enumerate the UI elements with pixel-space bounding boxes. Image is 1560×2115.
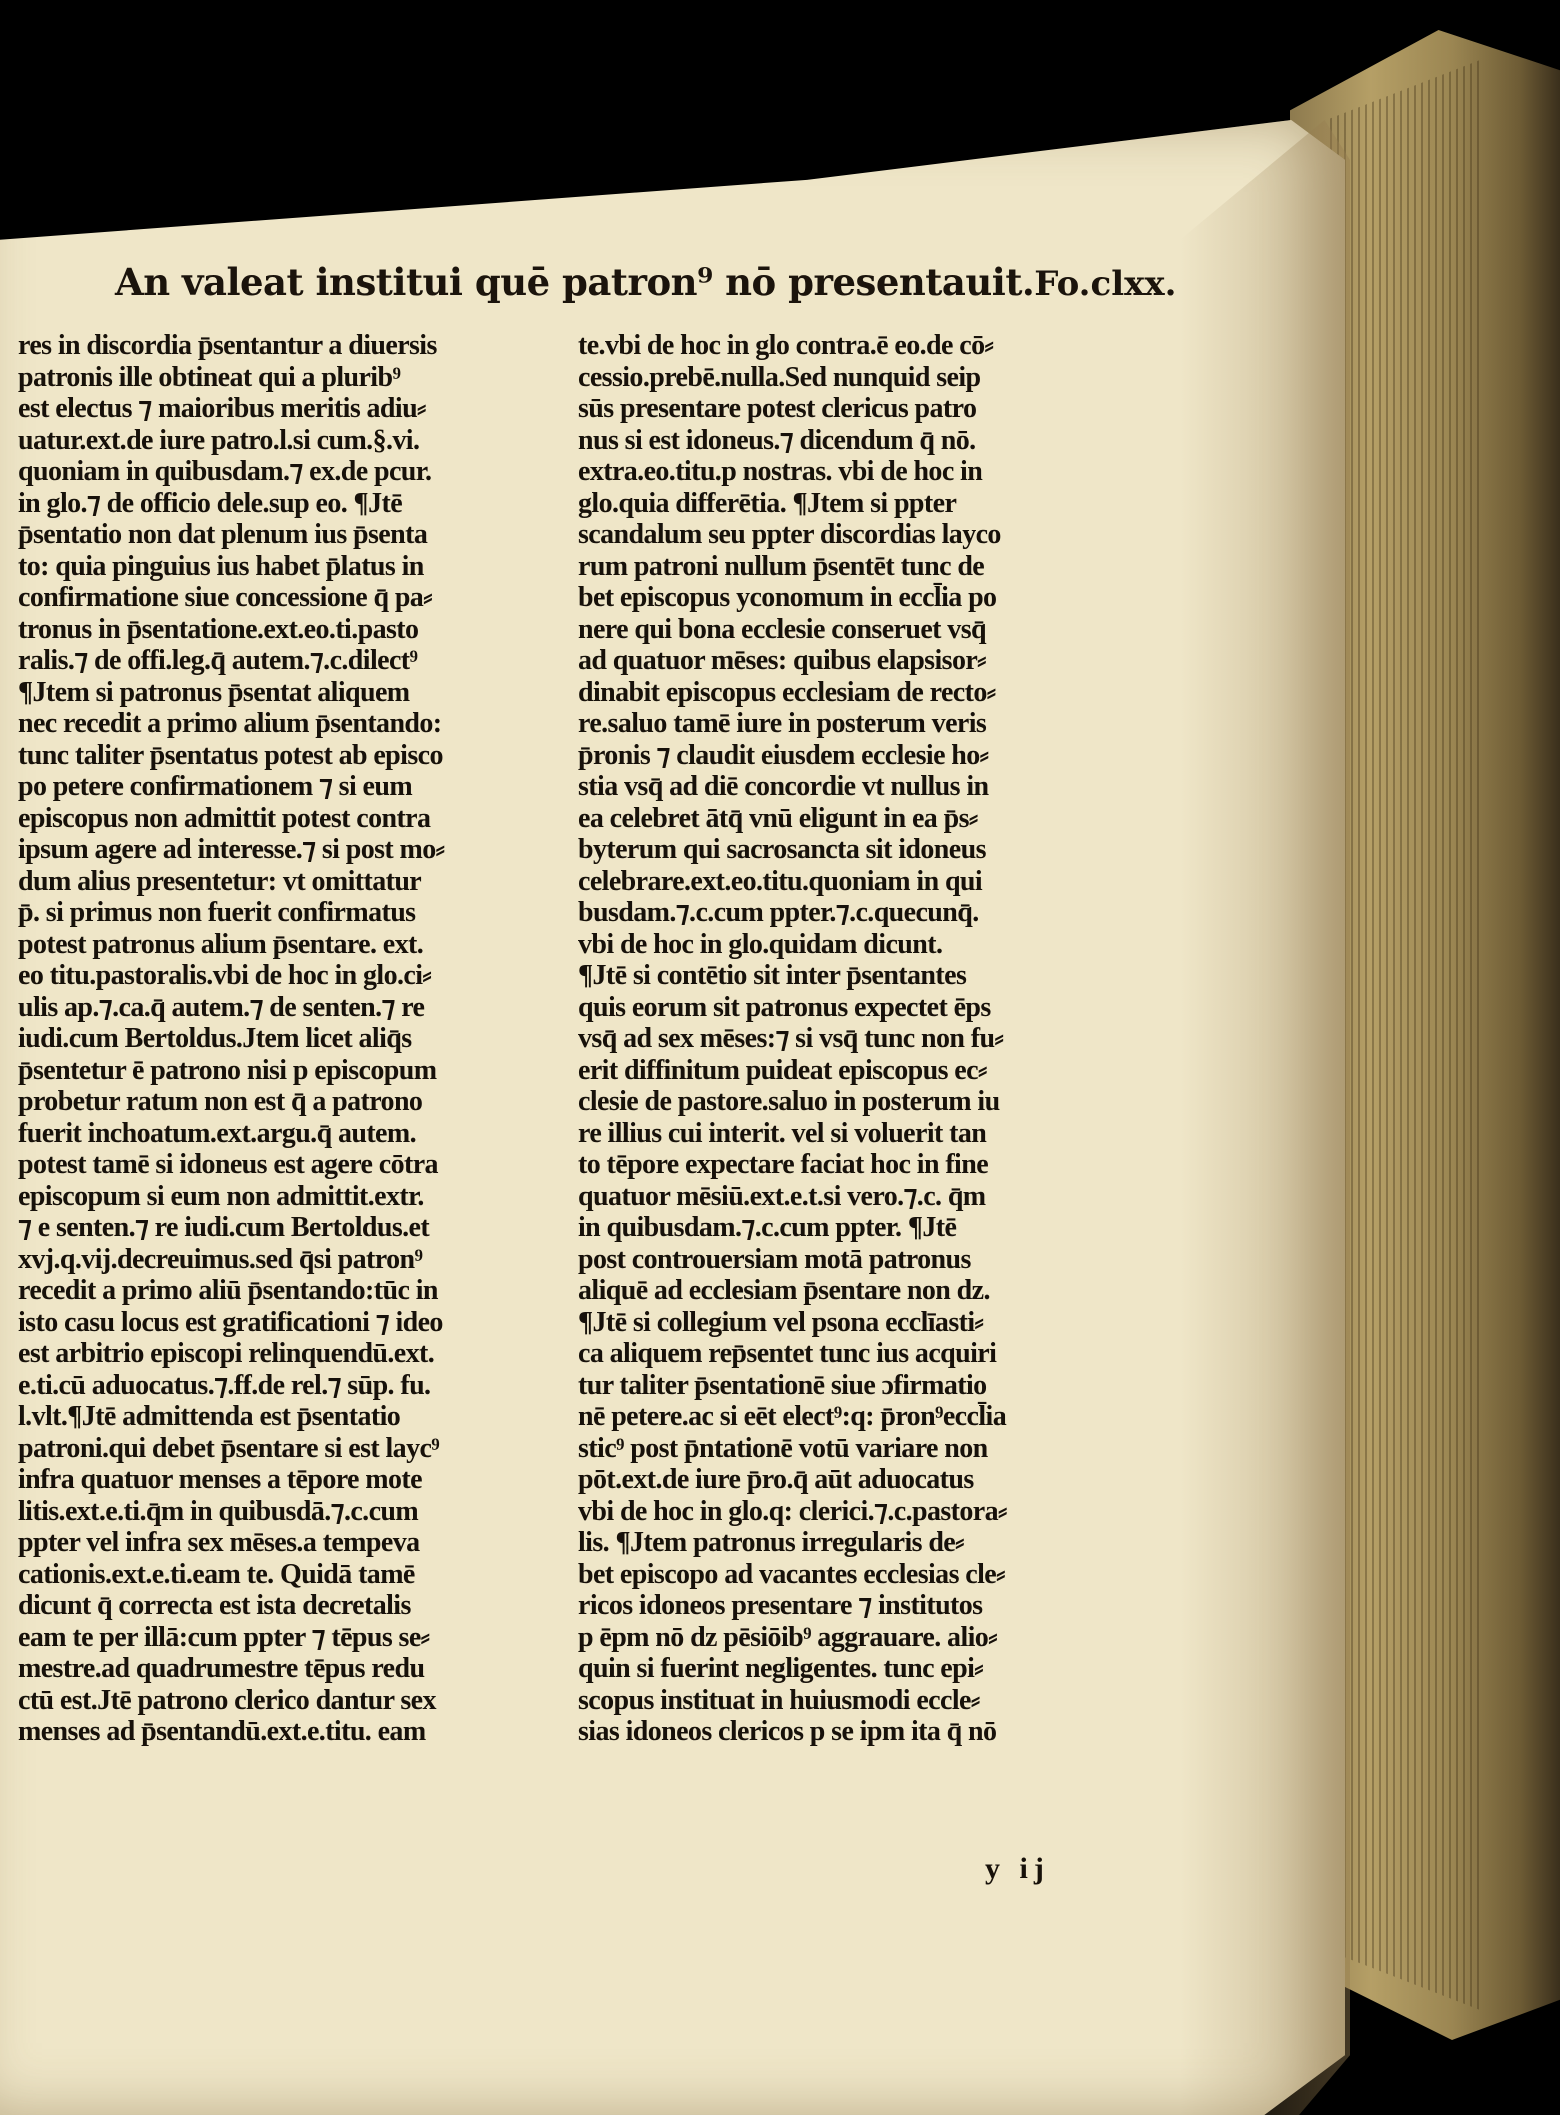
text-line: episcopus non admittit potest contra — [18, 802, 431, 834]
text-line: quatuor mēsiū.ext.e.t.si vero.⁊.c. q̄m — [578, 1180, 986, 1212]
text-line: ricos idoneos presentare ⁊ institutos — [578, 1590, 983, 1621]
folio-number: Fo.clxx. — [1034, 264, 1177, 304]
text-line: menses ad p̄sentandū.ext.e.titu. eam — [18, 1716, 426, 1747]
text-line: litis.ext.e.ti.q̄m in quibusdā.⁊.c.cum — [18, 1495, 419, 1527]
text-line: fuerit inchoatum.ext.argu.q̄ autem. — [18, 1117, 417, 1149]
text-line: ad quatuor mēses: quibus elapsisor⸗ — [578, 645, 986, 676]
signature-mark: y ij — [985, 1852, 1050, 1885]
text-line: re.saluo tamē iure in posterum veris — [578, 708, 987, 739]
text-line: clesie de pastore.saluo in posterum iu — [578, 1086, 1000, 1117]
text-line: ¶Jtem si patronus p̄sentat aliquem — [18, 676, 410, 708]
text-line: e.ti.cū aduocatus.⁊.ff.de rel.⁊ sūp. fu. — [18, 1369, 431, 1401]
text-line: pōt.ext.de iure p̄ro.q̄ aūt aduocatus — [578, 1464, 974, 1495]
right-text-column — [578, 330, 1133, 1748]
text-line: ⁊ e senten.⁊ re iudi.cum Bertoldus.et — [18, 1212, 430, 1243]
page-gutter-shade — [1180, 120, 1350, 2115]
text-line: infra quatuor menses a tēpore mote — [18, 1464, 422, 1495]
text-line: post controuersiam motā patronus — [578, 1243, 971, 1275]
text-line: p̄ronis ⁊ claudit eiusdem ecclesie ho⸗ — [578, 739, 989, 771]
text-line: eo titu.pastoralis.vbi de hoc in glo.ci⸗ — [18, 960, 432, 991]
text-line: xvj.q.vij.decreuimus.sed q̄si patron⁹ — [18, 1243, 423, 1275]
text-line: ctū est.Jtē patrono clerico dantur sex — [18, 1684, 436, 1716]
text-line: scopus instituat in huiusmodi eccle⸗ — [578, 1684, 980, 1716]
text-line: iudi.cum Bertoldus.Jtem licet aliq̄s — [18, 1023, 412, 1054]
text-line: vbi de hoc in glo.q: clerici.⁊.c.pastora⸗ — [578, 1495, 1007, 1527]
text-line: lis. ¶Jtem patronus irregularis de⸗ — [578, 1527, 964, 1558]
text-line: sūs presentare potest clericus patro — [578, 393, 977, 424]
text-line: cessio.prebē.nulla.Sed nunquid seip — [578, 361, 981, 393]
text-line: quoniam in quibusdam.⁊ ex.de pcur. — [18, 456, 432, 487]
text-line: ¶Jtē si collegium vel psona ecclīasti⸗ — [578, 1306, 984, 1338]
text-line: bet episcopo ad vacantes ecclesias cle⸗ — [578, 1558, 1005, 1590]
text-line: in quibusdam.⁊.c.cum ppter. ¶Jtē — [578, 1212, 957, 1243]
text-line: erit diffinitum puideat episcopus ec⸗ — [578, 1054, 987, 1086]
text-line: ralis.⁊ de offi.leg.q̄ autem.⁊.c.dilect⁹ — [18, 645, 418, 676]
text-line: celebrare.ext.eo.titu.quoniam in qui — [578, 865, 983, 897]
text-line: p̄sentetur ē patrono nisi p episcopum — [18, 1054, 437, 1086]
text-line: rum patroni nullum p̄sentēt tunc de — [578, 550, 985, 582]
text-line: ea celebret ātq̄ vnū eligunt in ea p̄s⸗ — [578, 802, 978, 834]
text-line: episcopum si eum non admittit.extr. — [18, 1180, 424, 1212]
text-line: glo.quia differētia. ¶Jtem si ppter — [578, 487, 957, 519]
text-line: p ēpm nō dz pēsiōib⁹ aggrauare. alio⸗ — [578, 1621, 997, 1653]
text-line: res in discordia p̄sentantur a diuersis — [18, 330, 437, 361]
text-line: in glo.⁊ de officio dele.sup eo. ¶Jtē — [18, 487, 403, 519]
text-line: eam te per illā:cum ppter ⁊ tēpus se⸗ — [18, 1621, 430, 1653]
text-line: byterum qui sacrosancta sit idoneus — [578, 834, 986, 865]
text-line: est arbitrio episcopi relinquendū.ext. — [18, 1338, 435, 1369]
text-line: confirmatione siue concessione q̄ pa⸗ — [18, 582, 432, 613]
text-line: tunc taliter p̄sentatus potest ab episco — [18, 739, 443, 771]
text-line: isto casu locus est gratificationi ⁊ ideo — [18, 1306, 443, 1338]
text-line: nec recedit a primo alium p̄sentando: — [18, 708, 442, 739]
text-line: mestre.ad quadrumestre tēpus redu — [18, 1653, 425, 1684]
text-line: vbi de hoc in glo.quidam dicunt. — [578, 928, 943, 960]
text-line: nē petere.ac si eēt elect⁹:q: p̄ron⁹eccl̄ia — [578, 1401, 1007, 1432]
text-line: busdam.⁊.c.cum ppter.⁊.c.quecunq̄. — [578, 897, 979, 928]
text-line: dicunt q̄ correcta est ista decretalis — [18, 1590, 411, 1621]
text-line: patronis ille obtineat qui a plurib⁹ — [18, 361, 401, 393]
running-title: An valeat institui quē patron⁹ nō presentauit. — [115, 260, 1035, 304]
text-line: bet episcopus yconomum in eccl̄ia po — [578, 582, 997, 613]
text-line: to tēpore expectare faciat hoc in fine — [578, 1149, 989, 1180]
text-line: re illius cui interit. vel si voluerit tan — [578, 1117, 987, 1149]
left-text-column — [18, 330, 573, 1748]
text-line: quin si fuerint negligentes. tunc epi⸗ — [578, 1653, 984, 1684]
text-line: l.vlt.¶Jtē admittenda est p̄sentatio — [18, 1401, 401, 1432]
text-line: ppter vel infra sex mēses.a tempeva — [18, 1527, 420, 1558]
text-line: stic⁹ post p̄ntationē votū variare non — [578, 1432, 988, 1464]
text-line: potest tamē si idoneus est agere cōtra — [18, 1149, 438, 1180]
text-line: ipsum agere ad interesse.⁊ si post mo⸗ — [18, 834, 445, 865]
text-line: est electus ⁊ maioribus meritis adiu⸗ — [18, 393, 426, 424]
text-line: nere qui bona ecclesie conseruet vsq̄ — [578, 613, 986, 645]
text-line: dinabit episcopus ecclesiam de recto⸗ — [578, 676, 996, 708]
text-line: sias idoneos clericos p se ipm ita q̄ nō — [578, 1716, 997, 1747]
text-line: tronus in p̄sentatione.ext.eo.ti.pasto — [18, 613, 419, 645]
text-line: recedit a primo aliū p̄sentando:tūc in — [18, 1275, 438, 1306]
text-line: stia vsq̄ ad diē concordie vt nullus in — [578, 771, 989, 802]
text-line: nus si est idoneus.⁊ dicendum q̄ nō. — [578, 424, 976, 456]
text-line: tur taliter p̄sentationē siue ɔfirmatio — [578, 1369, 987, 1401]
page-header — [115, 260, 1177, 320]
text-line: cationis.ext.e.ti.eam te. Quidā tamē — [18, 1558, 415, 1590]
text-line: p̄sentatio non dat plenum ius p̄senta — [18, 519, 428, 550]
text-line: potest patronus alium p̄sentare. ext. — [18, 928, 424, 960]
page-edge-lines — [1330, 60, 1480, 2010]
text-line: scandalum seu ppter discordias layco — [578, 519, 1001, 550]
text-line: patroni.qui debet p̄sentare si est layc⁹ — [18, 1432, 440, 1464]
text-line: probetur ratum non est q̄ a patrono — [18, 1086, 423, 1117]
text-line: extra.eo.titu.p nostras. vbi de hoc in — [578, 456, 983, 487]
text-line: po petere confirmationem ⁊ si eum — [18, 771, 413, 802]
text-line: aliquē ad ecclesiam p̄sentare non dz. — [578, 1275, 990, 1306]
text-line: quis eorum sit patronus expectet ēps — [578, 991, 991, 1023]
text-line: ulis ap.⁊.ca.q̄ autem.⁊ de senten.⁊ re — [18, 991, 425, 1023]
text-line: ¶Jtē si contētio sit inter p̄sentantes — [578, 960, 967, 991]
text-line: ca aliquem rep̄sentet tunc ius acquiri — [578, 1338, 997, 1369]
text-line: vsq̄ ad sex mēses:⁊ si vsq̄ tunc non fu⸗ — [578, 1023, 1004, 1054]
text-line: to: quia pinguius ius habet p̄latus in — [18, 550, 424, 582]
text-line: te.vbi de hoc in glo contra.ē eo.de cō⸗ — [578, 330, 994, 361]
text-line: p̄. si primus non fuerit confirmatus — [18, 897, 416, 928]
text-line: uatur.ext.de iure patro.l.si cum.§.vi. — [18, 424, 420, 456]
text-line: dum alius presentetur: vt omittatur — [18, 865, 422, 897]
